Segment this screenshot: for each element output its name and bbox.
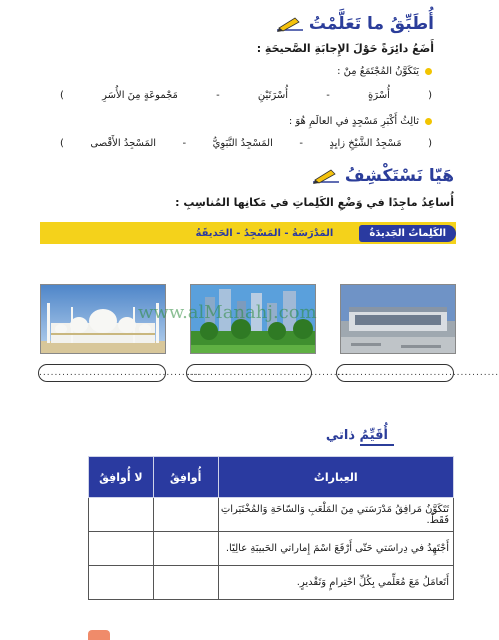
question-2-option-2[interactable]: المَسْجِدُ النَّبَوِيُّ bbox=[212, 138, 273, 149]
self-assessment-table bbox=[88, 456, 454, 600]
section-1-instruction: أَضَعُ دائِرَةً حَوْلَ الإِجابَةِ الصَّحيحَةِ : bbox=[256, 42, 434, 55]
next-page-tab-icon bbox=[88, 630, 110, 640]
section-2-title: هَيّا نَسْتَكْشِفُ bbox=[344, 166, 454, 186]
table-row bbox=[89, 566, 454, 600]
pencil-icon bbox=[275, 16, 305, 32]
table-header-row bbox=[89, 457, 454, 498]
question-1-text: يَتَكَوَّنُ المُجْتَمَعُ مِنْ : bbox=[337, 66, 419, 77]
table-row bbox=[89, 532, 454, 566]
pencil-icon bbox=[311, 168, 341, 184]
question-1 bbox=[60, 66, 432, 77]
section-3-title-cropped bbox=[288, 428, 388, 444]
question-1-option-1[interactable]: أُسْرَةٍ bbox=[367, 90, 390, 101]
statement-cell: تَتَكَوَّنُ مَرافِقُ مَدْرَسَتي مِنَ المَلْعَبِ وَالسّاحَةِ وَالمُخْتَبَراتِ فَقَطْ. bbox=[218, 498, 453, 532]
table-row bbox=[89, 498, 454, 532]
option-separator: - bbox=[182, 138, 187, 149]
header-agree: أُوافِقُ bbox=[153, 457, 218, 498]
header-statements: العِباراتُ bbox=[218, 457, 453, 498]
new-words-label: الكَلِماتُ الجَديدَةُ bbox=[359, 225, 456, 242]
bullet-icon bbox=[425, 118, 432, 125]
question-1-option-2[interactable]: أُسْرَتَيْنِ bbox=[257, 90, 288, 101]
school-photo bbox=[340, 284, 456, 354]
question-2-options bbox=[60, 138, 432, 149]
question-1-option-3[interactable]: مَجْموعَةٍ مِنَ الأُسَرِ bbox=[102, 90, 178, 101]
section-1-header bbox=[60, 14, 434, 40]
option-separator: - bbox=[216, 90, 220, 101]
section-3-title: أُقَيِّمُ ذاتي bbox=[325, 428, 388, 443]
question-2-text: ثالِثُ أَكْبَرِ مَسْجِدٍ في العالَمِ هُوَ : bbox=[288, 116, 419, 127]
close-paren: ) bbox=[60, 90, 64, 101]
answer-blank-3[interactable]: .......................................... bbox=[336, 364, 454, 382]
section-2-instruction: أُساعِدُ ماجِدًا في وَضْعِ الكَلِماتِ في مَكانِها المُناسِبِ : bbox=[175, 196, 454, 209]
section-2-header bbox=[60, 166, 454, 186]
watermark: www.alManahj.com bbox=[138, 302, 317, 323]
word-bank-bar bbox=[40, 222, 456, 244]
word-bank: المَدْرَسَةُ - المَسْجِدُ - الحَديقَةُ bbox=[195, 227, 334, 239]
question-2 bbox=[60, 116, 432, 127]
bullet-icon bbox=[425, 68, 432, 75]
agree-cell[interactable] bbox=[153, 498, 218, 532]
open-paren: ( bbox=[428, 138, 432, 149]
disagree-cell[interactable] bbox=[89, 498, 154, 532]
question-2-option-1[interactable]: مَسْجِدُ الشَّيْخِ زايِدٍ bbox=[329, 138, 402, 149]
agree-cell[interactable] bbox=[153, 532, 218, 566]
section-1-title: أُطَبِّقُ ما تَعَلَّمْتُ bbox=[308, 14, 434, 34]
question-1-options bbox=[60, 90, 432, 101]
agree-cell[interactable] bbox=[153, 566, 218, 600]
disagree-cell[interactable] bbox=[89, 566, 154, 600]
disagree-cell[interactable] bbox=[89, 532, 154, 566]
open-paren: ( bbox=[428, 90, 432, 101]
answer-blank-1[interactable]: .......................................... bbox=[38, 364, 166, 382]
answer-blank-2[interactable]: .......................................... bbox=[186, 364, 312, 382]
header-disagree: لا أُوافِقُ bbox=[89, 457, 154, 498]
statement-cell: أَجْتَهِدُ في دِراسَتي حَتّى أَرْفَعَ اسْمَ إِماراتي الحَبيبَةِ عالِيًا. bbox=[218, 532, 453, 566]
option-separator: - bbox=[326, 90, 330, 101]
section-3-underline bbox=[360, 444, 394, 446]
option-separator: - bbox=[299, 138, 303, 149]
statement-cell: أَتَعامَلُ مَعَ مُعَلِّمي بِكُلِّ احْتِرامٍ وَتَقْديرٍ. bbox=[218, 566, 453, 600]
question-2-option-3[interactable]: المَسْجِدُ الأَقْصى bbox=[90, 138, 157, 149]
close-paren: ) bbox=[60, 138, 64, 149]
